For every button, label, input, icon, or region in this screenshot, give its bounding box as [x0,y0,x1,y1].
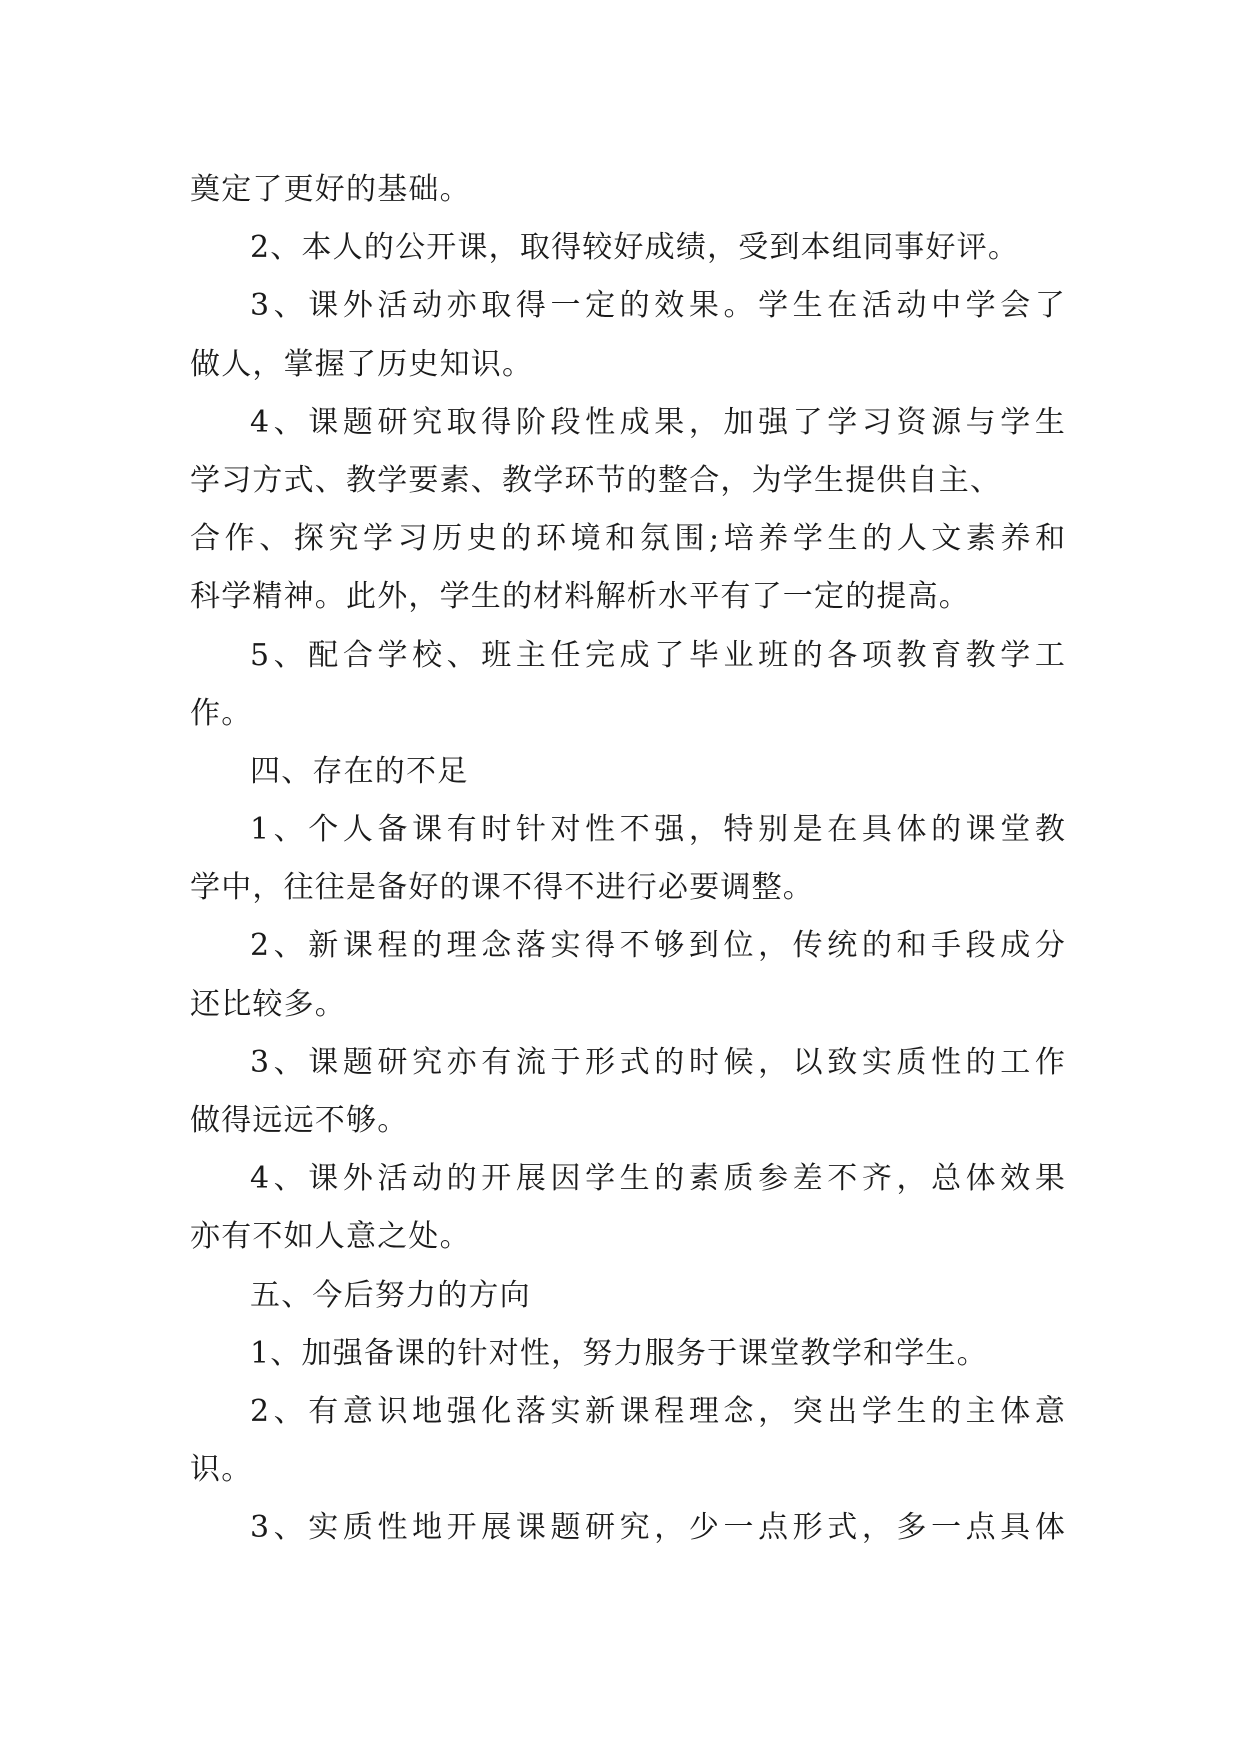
paragraph-line: 2、有意识地强化落实新课程理念，突出学生的主体意 [250,1393,1070,1429]
paragraph-line: 学习方式、教学要素、教学环节的整合，为学生提供自主、 [190,462,1002,498]
paragraph-line: 4、课外活动的开展因学生的素质参差不齐，总体效果 [250,1161,1070,1197]
paragraph-line: 4、课题研究取得阶段性成果，加强了学习资源与学生 [250,404,1070,440]
body-text [190,161,1080,1558]
paragraph-line: 识。 [190,1452,253,1488]
paragraph-line: 3、实质性地开展课题研究，少一点形式，多一点具体 [250,1510,1070,1546]
paragraph-line: 作。 [190,695,253,731]
paragraph-line: 科学精神。此外，学生的材料解析水平有了一定的提高。 [190,579,970,615]
paragraph-line: 1、个人备课有时针对性不强，特别是在具体的课堂教 [250,812,1070,848]
paragraph-line: 做得远远不够。 [190,1103,409,1138]
paragraph-line: 3、课外活动亦取得一定的效果。学生在活动中学会了 [250,288,1070,324]
paragraph-line: 3、课题研究亦有流于形式的时候，以致实质性的工作 [250,1044,1070,1080]
section-heading: 五、今后努力的方向 [250,1277,531,1313]
paragraph-line: 1、加强备课的针对性，努力服务于课堂教学和学生。 [250,1335,988,1371]
paragraph-line: 亦有不如人意之处。 [190,1219,471,1255]
paragraph-line: 做人，掌握了历史知识。 [190,346,534,382]
paragraph-line: 2、新课程的理念落实得不够到位，传统的和手段成分 [250,928,1070,964]
paragraph-line: 奠定了更好的基础。 [190,172,471,207]
paragraph-line: 还比较多。 [190,986,346,1022]
paragraph-line: 学中，往往是备好的课不得不进行必要调整。 [190,870,814,906]
paragraph-line: 合作、探究学习历史的环境和氛围;培养学生的人文素养和 [190,521,1070,557]
section-heading: 四、存在的不足 [250,753,469,789]
paragraph-line: 2、本人的公开课，取得较好成绩，受到本组同事好评。 [250,230,1020,266]
paragraph-line: 5、配合学校、班主任完成了毕业班的各项教育教学工 [250,637,1070,673]
